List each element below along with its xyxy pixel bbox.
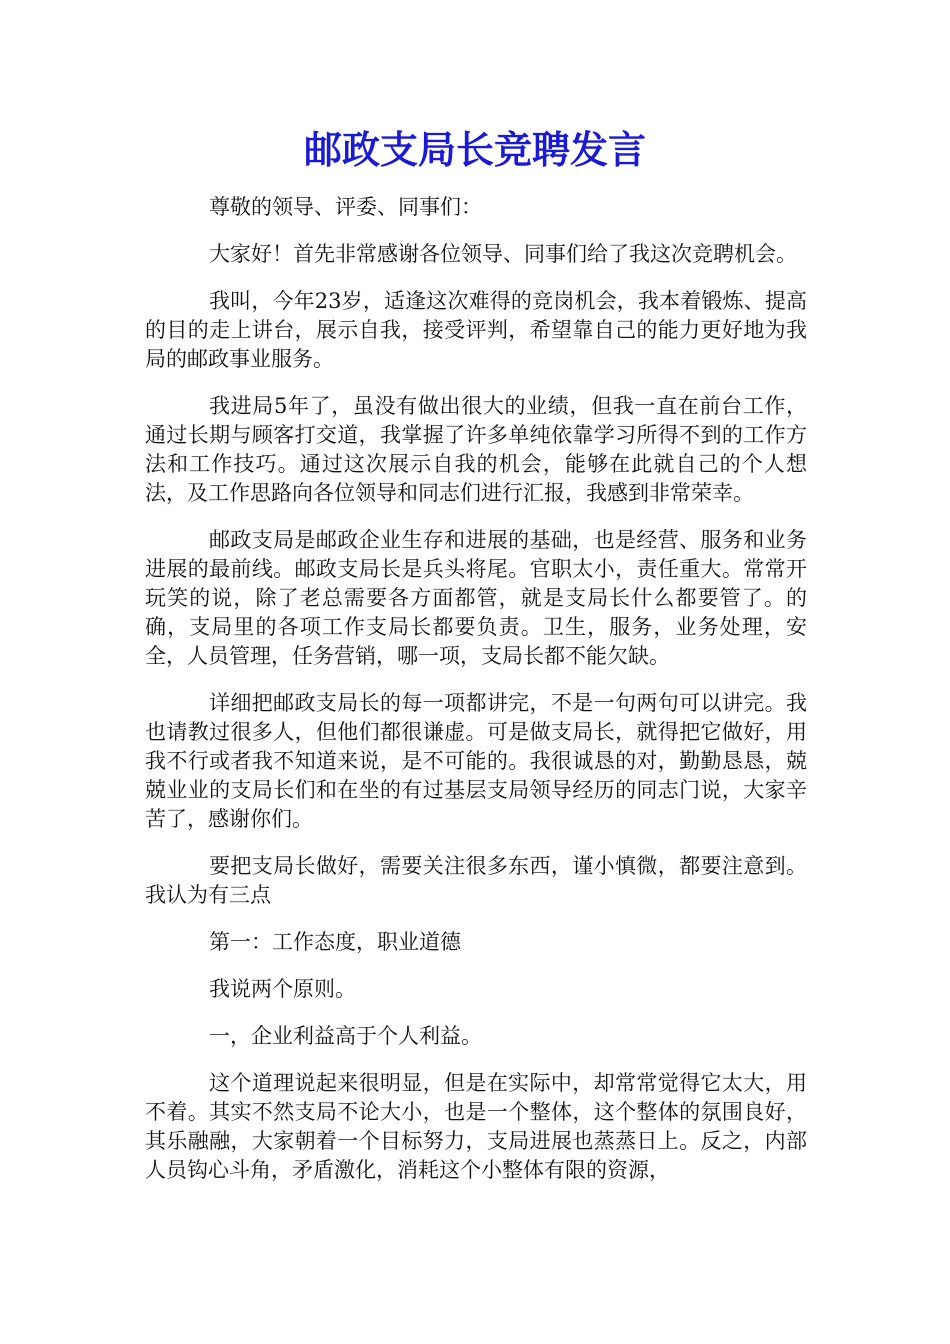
paragraph-three-points: 要把支局长做好，需要关注很多东西，谨小慎微，都要注意到。我认为有三点 [145,854,807,907]
paragraph-point-one-heading: 第一：工作态度，职业道德 [209,930,461,954]
paragraph-greeting: 大家好！首先非常感谢各位领导、同事们给了我这次竞聘机会。 [209,242,797,266]
paragraph-principle-one: 一，企业利益高于个人利益。 [209,1024,482,1048]
paragraph-salutation: 尊敬的领导、评委、同事们： [209,195,482,219]
document-body [145,193,807,1203]
paragraph-acknowledgement: 详细把邮政支局长的每一项都讲完，不是一句两句可以讲完。我也请教过很多人，但他们都很谦虚。可是做支局长，就得把它做好，用我不行或者我不知道来说，是不可能的。我很诚恳的对，勤勤恳恳，兢兢业业的支局长们和在坐的有过基层支局领导经历的同志门说，大家辛苦了，感谢你们。 [145,691,807,831]
paragraph-introduction: 我叫，今年23岁，适逢这次难得的竞岗机会，我本着锻炼、提高的目的走上讲台，展示自我，接受评判，希望靠自己的能力更好地为我局的邮政事业服务。 [145,289,807,371]
paragraph-branch-role: 邮政支局是邮政企业生存和进展的基础，也是经营、服务和业务进展的最前线。邮政支局长是兵头将尾。官职太小，责任重大。常常开玩笑的说，除了老总需要各方面都管，就是支局长什么都要管了。的确，支局里的各项工作支局长都要负责。卫生，服务，业务处理，安全，人员管理，任务营销，哪一项，支局长都不能欠缺。 [145,528,807,668]
paragraph-principle-one-detail: 这个道理说起来很明显，但是在实际中，却常常觉得它太大，用不着。其实不然支局不论大小，也是一个整体，这个整体的氛围良好，其乐融融，大家朝着一个目标努力，支局进展也蒸蒸日上。反之，内部人员钩心斗角，矛盾激化，消耗这个小整体有限的资源， [145,1071,807,1182]
document-title: 邮政支局长竞聘发言 [303,127,646,172]
paragraph-experience: 我进局5年了，虽没有做出很大的业绩，但我一直在前台工作，通过长期与顾客打交道，我掌握了许多单纯依靠学习所得不到的工作方法和工作技巧。通过这次展示自我的机会，能够在此就自己的个人想法，及工作思路向各位领导和同志们进行汇报，我感到非常荣幸。 [145,394,807,505]
paragraph-two-principles: 我说两个原则。 [209,977,356,1001]
